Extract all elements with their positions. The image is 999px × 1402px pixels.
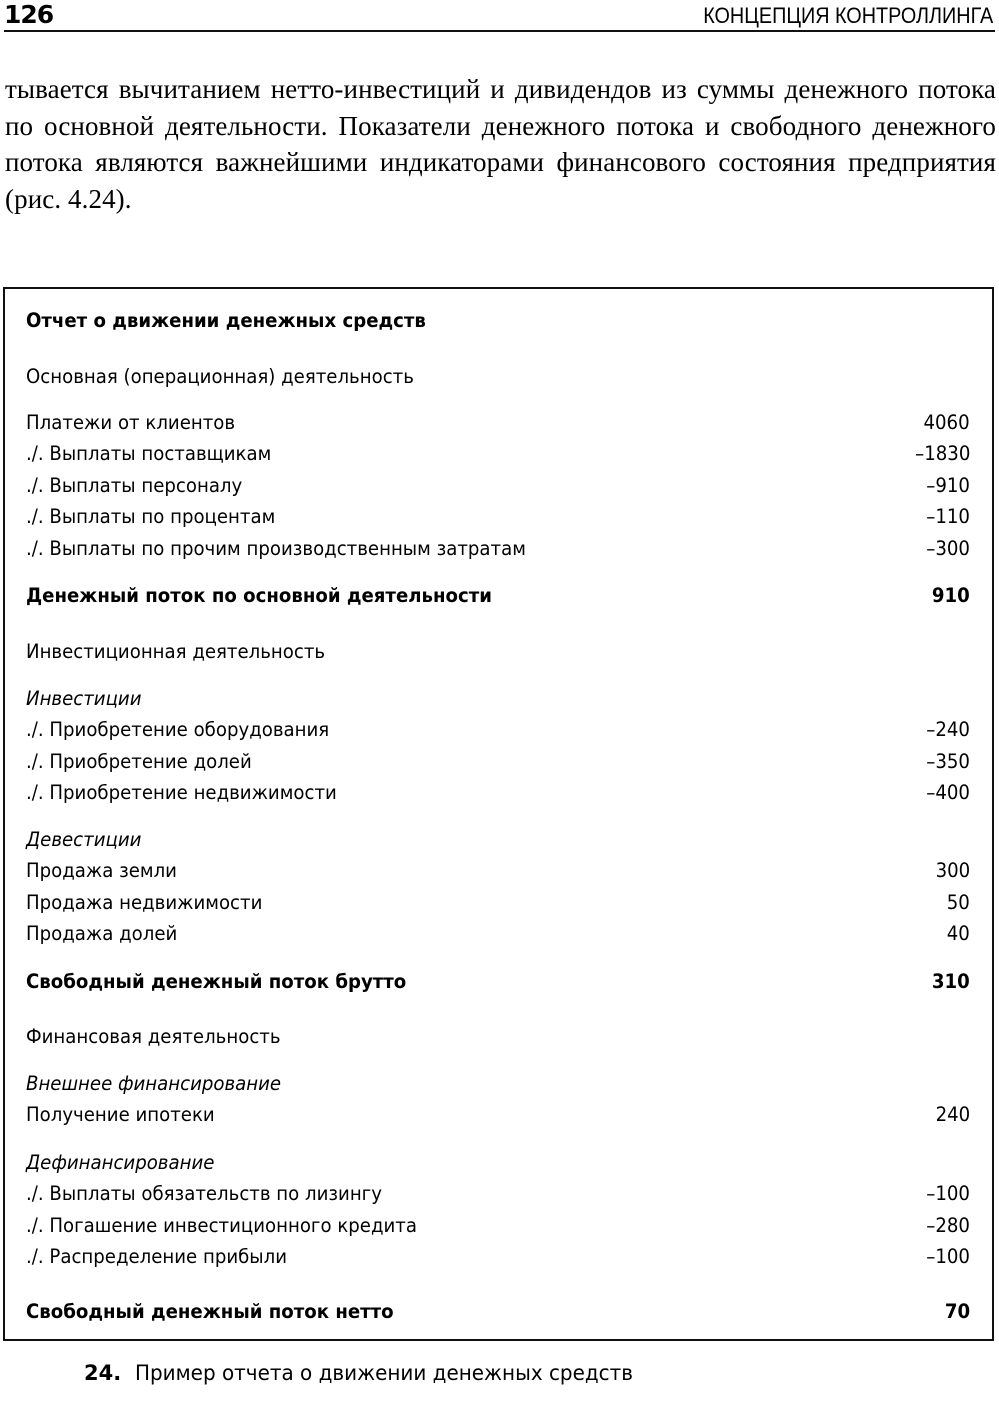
header-rule <box>4 30 995 32</box>
row-label: Отчет о движении денежных средств <box>26 309 426 332</box>
row-value: –110 <box>926 505 970 528</box>
row-value: 310 <box>932 970 970 993</box>
row-value: 910 <box>932 584 970 607</box>
row-label: Дефинансирование <box>26 1151 215 1174</box>
running-title: КОНЦЕПЦИЯ КОНТРОЛЛИНГА <box>703 3 993 28</box>
statement-row <box>26 715 970 745</box>
body-paragraph: тывается вычитанием нетто-инвестиций и дивидендов из суммы денежного потока по основной деятельности. Показатели денежного потока и свободного денежного потока являются важнейшими индикаторами финансового состояния предприятия (рис. 4.24). <box>5 74 996 214</box>
row-label: ./. Приобретение долей <box>26 750 252 773</box>
row-label: ./. Приобретение недвижимости <box>26 781 337 804</box>
row-label: Продажа земли <box>26 859 177 882</box>
row-label: Продажа недвижимости <box>26 891 263 914</box>
row-label: Платежи от клиентов <box>26 411 236 434</box>
row-value: –100 <box>926 1245 970 1268</box>
statement-subsection-row <box>26 825 970 855</box>
row-label: ./. Выплаты поставщикам <box>26 442 272 465</box>
row-value: –350 <box>926 750 970 773</box>
row-label: Инвестиции <box>26 687 142 710</box>
row-value: –240 <box>926 718 970 741</box>
statement-row <box>26 439 970 469</box>
figure-caption <box>84 1358 659 1388</box>
statement-row <box>26 1022 970 1052</box>
row-label: Внешнее финансирование <box>26 1072 282 1095</box>
statement-total-row <box>26 306 970 336</box>
statement-subsection-row <box>26 1069 970 1099</box>
statement-total-row <box>26 581 970 611</box>
row-label: Основная (операционная) деятельность <box>26 365 414 388</box>
row-value: 300 <box>935 859 970 882</box>
statement-row <box>26 1100 970 1130</box>
cash-flow-statement-figure <box>3 287 994 1341</box>
statement-row <box>26 502 970 532</box>
statement-row <box>26 408 970 438</box>
row-label: Свободный денежный поток нетто <box>26 1300 394 1323</box>
row-label: Свободный денежный поток брутто <box>26 970 407 993</box>
row-value: 240 <box>935 1103 970 1126</box>
row-label: ./. Выплаты персоналу <box>26 474 243 497</box>
statement-row <box>26 637 970 667</box>
row-value: –1830 <box>914 442 970 465</box>
row-value: –910 <box>926 474 970 497</box>
row-label: ./. Распределение прибыли <box>26 1245 287 1268</box>
statement-total-row <box>26 967 970 997</box>
row-label: ./. Приобретение оборудования <box>26 718 330 741</box>
row-value: 40 <box>946 922 970 945</box>
statement-total-row <box>26 1297 970 1327</box>
row-label: Девестиции <box>26 828 142 851</box>
row-value: –100 <box>926 1182 970 1205</box>
row-label: ./. Выплаты по прочим производственным затратам <box>26 537 526 560</box>
figure-caption-text: Пример отчета о движении денежных средств <box>135 1361 634 1385</box>
row-label: Денежный поток по основной деятельности <box>26 584 492 607</box>
figure-number: 24. <box>84 1361 122 1385</box>
page-header <box>4 0 995 32</box>
row-label: Инвестиционная деятельность <box>26 640 326 663</box>
row-label: Получение ипотеки <box>26 1103 215 1126</box>
statement-row <box>26 1242 970 1272</box>
row-label: ./. Выплаты по процентам <box>26 505 276 528</box>
row-value: 50 <box>946 891 970 914</box>
row-value: 70 <box>944 1300 970 1323</box>
row-label: Продажа долей <box>26 922 178 945</box>
statement-row <box>26 919 970 949</box>
statement-row <box>26 362 970 392</box>
statement-subsection-row <box>26 1148 970 1178</box>
statement-row <box>26 747 970 777</box>
row-value: –300 <box>926 537 970 560</box>
statement-row <box>26 471 970 501</box>
statement-row <box>26 1211 970 1241</box>
statement-row <box>26 534 970 564</box>
row-value: –400 <box>926 781 970 804</box>
row-value: –280 <box>926 1214 970 1237</box>
statement-row <box>26 778 970 808</box>
statement-row <box>26 1179 970 1209</box>
row-value: 4060 <box>923 411 970 434</box>
row-label: ./. Погашение инвестиционного кредита <box>26 1214 417 1237</box>
statement-row <box>26 888 970 918</box>
statement-row <box>26 856 970 886</box>
row-label: ./. Выплаты обязательств по лизингу <box>26 1182 382 1205</box>
page-number: 126 <box>4 0 54 29</box>
statement-subsection-row <box>26 684 970 714</box>
row-label: Финансовая деятельность <box>26 1025 281 1048</box>
